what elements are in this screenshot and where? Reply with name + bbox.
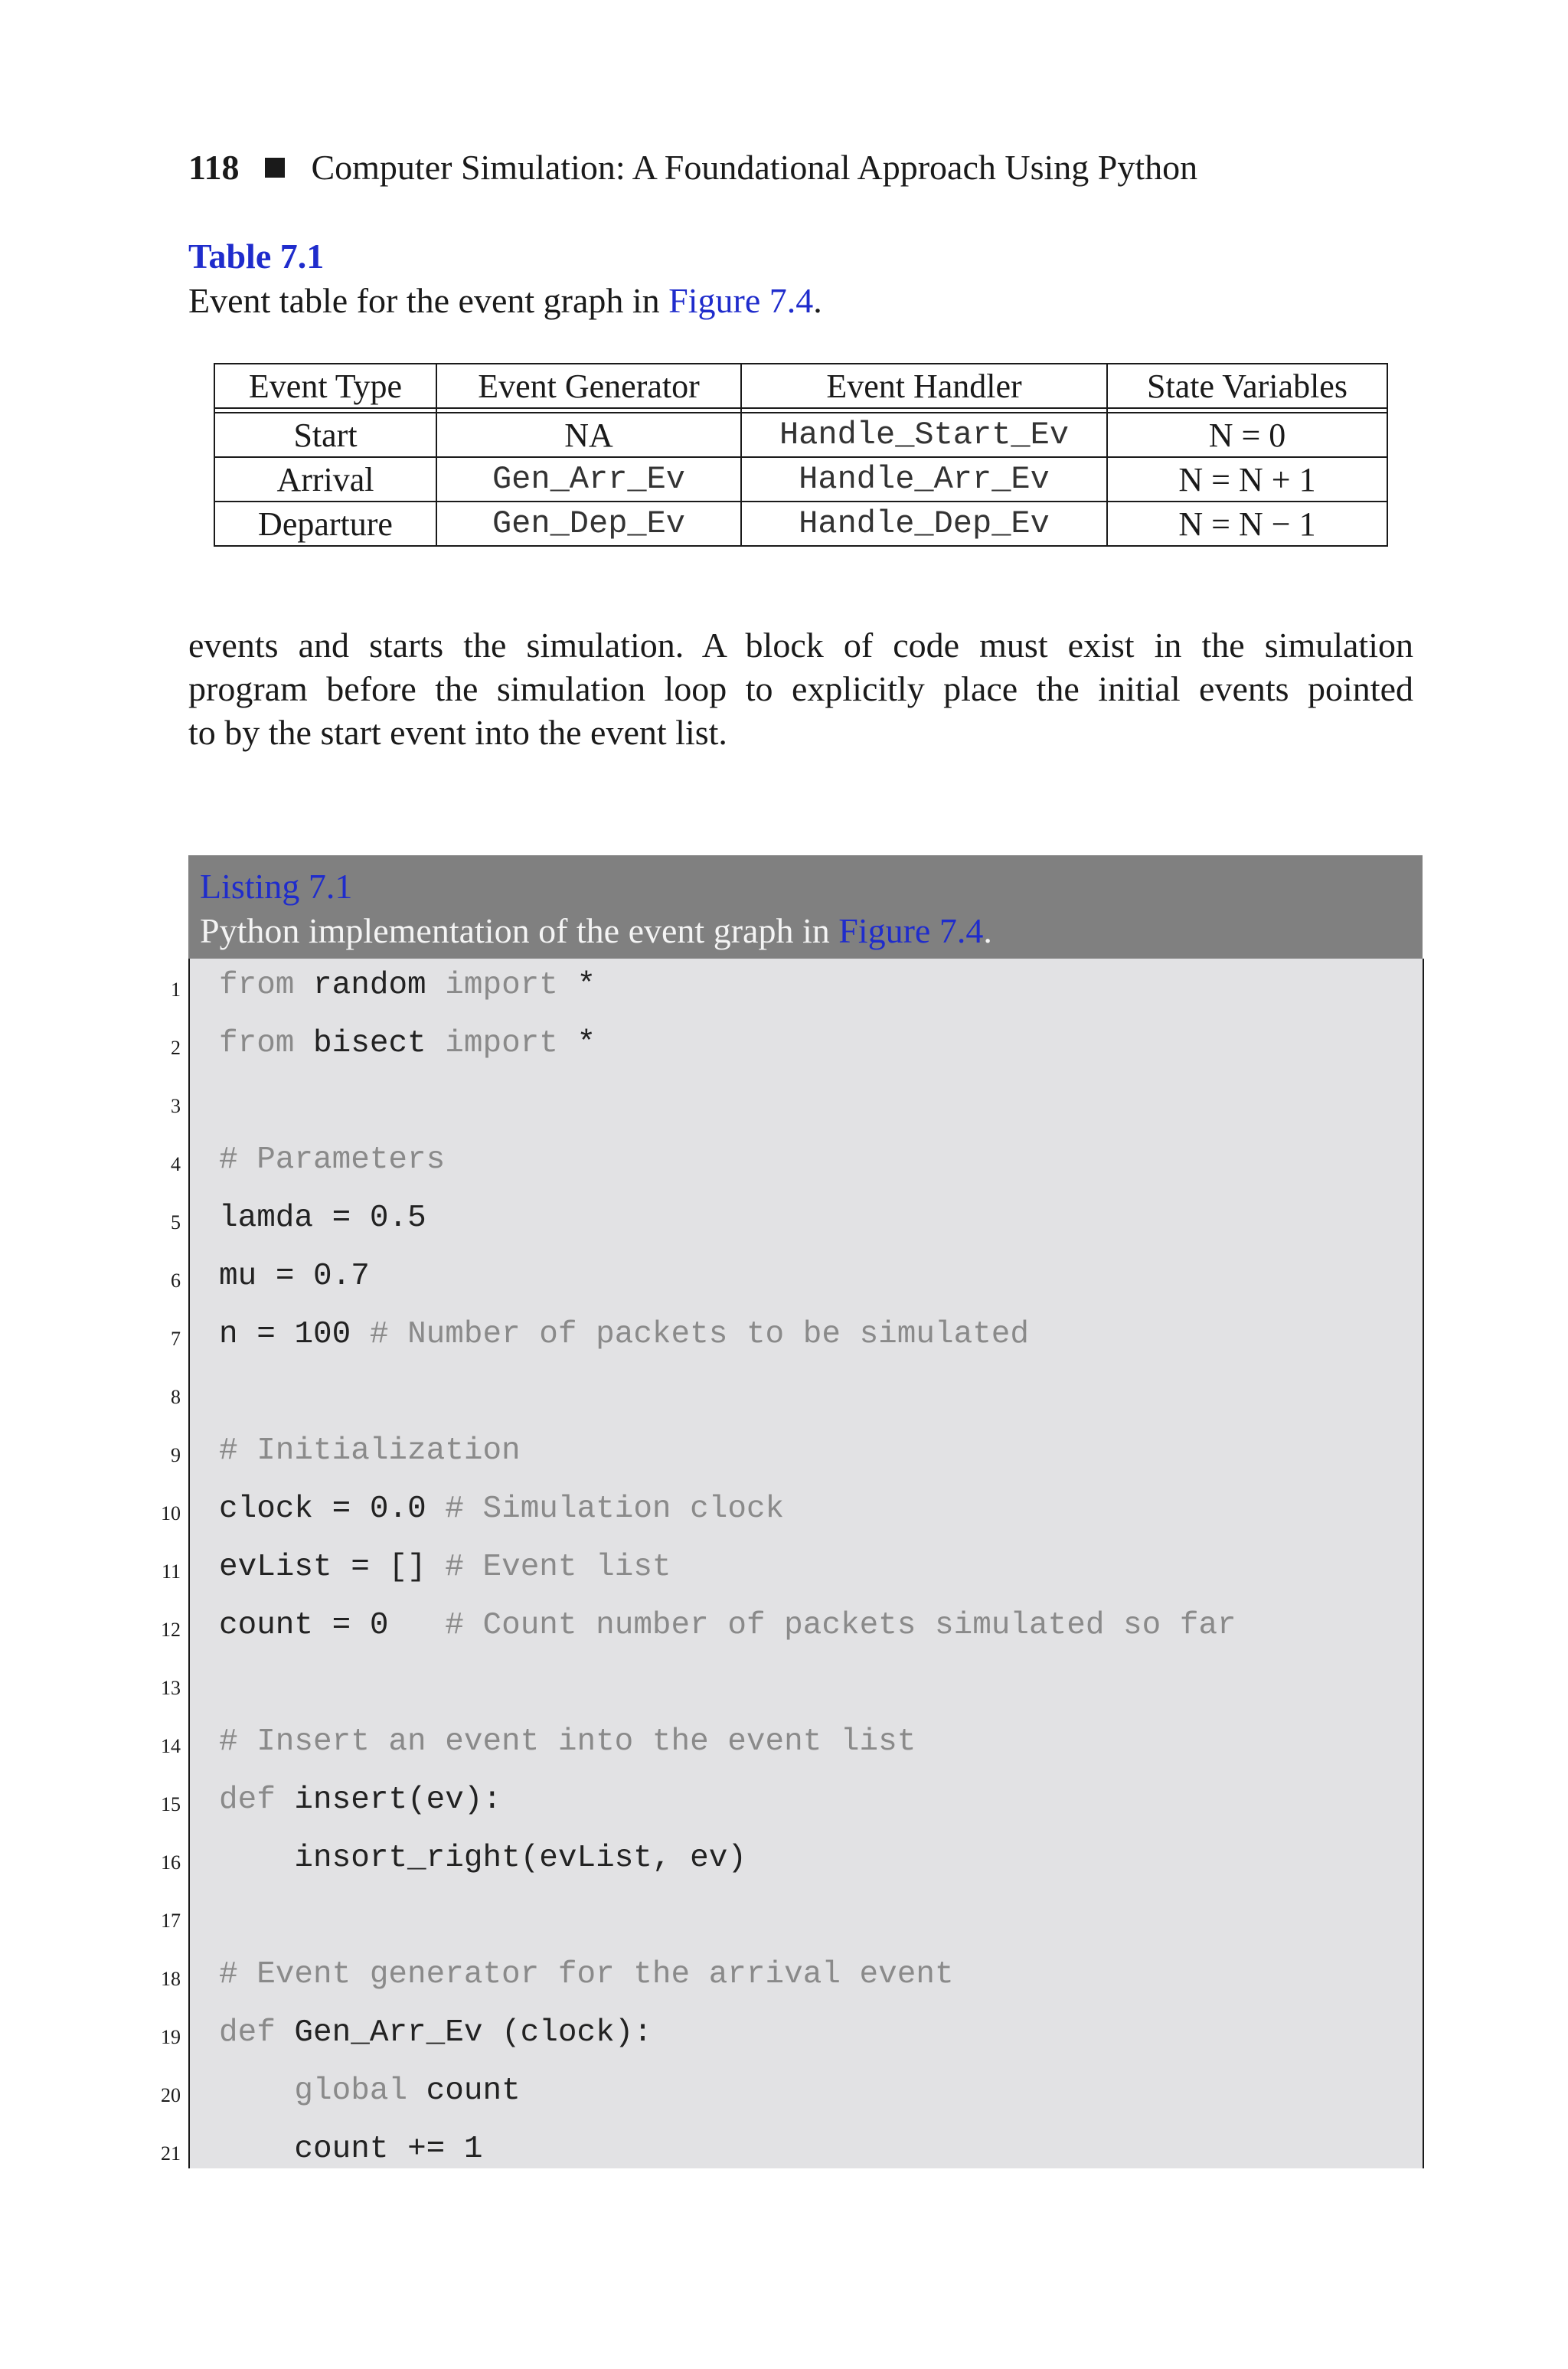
code-line — [161, 1890, 1568, 1947]
code-line — [171, 1366, 1568, 1423]
code-line — [171, 1424, 1568, 1482]
code-line — [161, 2006, 1568, 2063]
line-number: 16 — [161, 1851, 181, 1874]
code-text: clock = 0.0 # Simulation clock — [219, 1492, 785, 1527]
table-header-row — [214, 364, 1387, 408]
listing-label: Listing 7.1 — [200, 867, 353, 906]
line-number: 3 — [171, 1095, 181, 1117]
code-line — [171, 1017, 1568, 1074]
table-cell: Handle_Dep_Ev — [741, 502, 1107, 546]
square-bullet-icon — [265, 158, 285, 178]
code-line — [161, 1948, 1568, 2005]
line-number: 15 — [161, 1793, 181, 1815]
code-text: count = 0 # Count number of packets simulated so far — [219, 1608, 1236, 1643]
line-number: 2 — [171, 1037, 181, 1059]
code-line — [171, 959, 1568, 1016]
line-number: 18 — [161, 1968, 181, 1990]
code-line — [161, 2064, 1568, 2122]
code-text: # Insert an event into the event list — [219, 1724, 916, 1760]
code-text: # Initialization — [219, 1433, 521, 1469]
table-row — [214, 413, 1387, 457]
paragraph-line: to by the start event into the event list. — [188, 713, 727, 752]
table-cell: N = N + 1 — [1107, 457, 1387, 502]
code-line — [161, 1657, 1568, 1714]
line-number: 7 — [171, 1328, 181, 1350]
code-line — [161, 1831, 1568, 1889]
code-line — [161, 1541, 1568, 1598]
code-line — [171, 1133, 1568, 1191]
code-text: mu = 0.7 — [219, 1259, 370, 1294]
book-title: Computer Simulation: A Foundational Approach Using Python — [311, 148, 1198, 187]
table-label: Table 7.1 — [188, 237, 325, 276]
code-line — [171, 1191, 1568, 1249]
column-header: Event Type — [214, 364, 436, 408]
table-cell: Gen_Dep_Ev — [436, 502, 741, 546]
code-text: def Gen_Arr_Ev (clock): — [219, 2015, 652, 2050]
table-cell: Departure — [214, 502, 436, 546]
code-line — [161, 1773, 1568, 1831]
line-number: 13 — [161, 1677, 181, 1699]
table-cell: N = 0 — [1107, 413, 1387, 457]
line-number: 1 — [171, 979, 181, 1001]
column-header: Event Generator — [436, 364, 741, 408]
table-row — [214, 457, 1387, 502]
code-listing — [161, 959, 1424, 2168]
code-text: # Event generator for the arrival event — [219, 1957, 954, 1992]
code-line — [171, 1308, 1568, 1365]
listing-caption-end: . — [983, 911, 992, 950]
code-text: # Parameters — [219, 1142, 446, 1178]
table-row — [214, 502, 1387, 546]
listing-header — [188, 855, 1423, 959]
table-cell: Handle_Start_Ev — [741, 413, 1107, 457]
table-cell: Start — [214, 413, 436, 457]
listing-caption — [200, 910, 992, 951]
column-header: Event Handler — [741, 364, 1107, 408]
table-caption-end: . — [813, 281, 822, 320]
line-number: 14 — [161, 1735, 181, 1757]
listing-caption-text: Python implementation of the event graph in — [200, 911, 839, 950]
table-cell: N = N − 1 — [1107, 502, 1387, 546]
code-text: def insert(ev): — [219, 1782, 502, 1818]
line-number: 21 — [161, 2142, 181, 2165]
table-cell: Handle_Arr_Ev — [741, 457, 1107, 502]
line-number: 10 — [161, 1502, 181, 1524]
figure-link[interactable]: Figure 7.4 — [668, 281, 814, 320]
code-text: insort_right(evList, ev) — [294, 1841, 746, 1876]
code-line — [171, 1250, 1568, 1307]
running-header — [188, 147, 1197, 188]
figure-link[interactable]: Figure 7.4 — [838, 911, 984, 950]
table-cell: Arrival — [214, 457, 436, 502]
table-caption — [188, 280, 822, 321]
column-header: State Variables — [1107, 364, 1387, 408]
code-line — [171, 1075, 1568, 1132]
line-number: 12 — [161, 1619, 181, 1641]
code-text: from random import * — [219, 968, 596, 1003]
body-paragraph — [188, 623, 1413, 754]
paragraph-line: events and starts the simulation. A block of code must exist in the simulation — [188, 626, 1413, 665]
code-text: count += 1 — [294, 2132, 483, 2167]
code-text: global count — [294, 2073, 521, 2109]
line-number: 11 — [161, 1560, 181, 1583]
line-number: 20 — [161, 2084, 181, 2106]
line-number: 17 — [161, 1910, 181, 1932]
line-number: 9 — [171, 1444, 181, 1466]
page-number: 118 — [188, 148, 240, 187]
event-table — [214, 363, 1388, 547]
paragraph-line: program before the simulation loop to explicitly place the initial events pointed — [188, 669, 1413, 708]
code-line — [161, 2122, 1568, 2180]
line-number: 19 — [161, 2026, 181, 2048]
code-text: from bisect import * — [219, 1026, 596, 1061]
line-number: 8 — [171, 1386, 181, 1408]
code-line — [161, 1715, 1568, 1773]
table-caption-text: Event table for the event graph in — [188, 281, 669, 320]
code-text: lamda = 0.5 — [219, 1201, 426, 1236]
line-number: 5 — [171, 1211, 181, 1234]
code-line — [161, 1482, 1568, 1540]
table-cell: Gen_Arr_Ev — [436, 457, 741, 502]
code-text: evList = [] # Event list — [219, 1550, 671, 1585]
table-cell: NA — [436, 413, 741, 457]
code-line — [161, 1599, 1568, 1656]
code-text: n = 100 # Number of packets to be simulated — [219, 1317, 1029, 1352]
line-number: 4 — [171, 1153, 181, 1175]
line-number: 6 — [171, 1269, 181, 1292]
